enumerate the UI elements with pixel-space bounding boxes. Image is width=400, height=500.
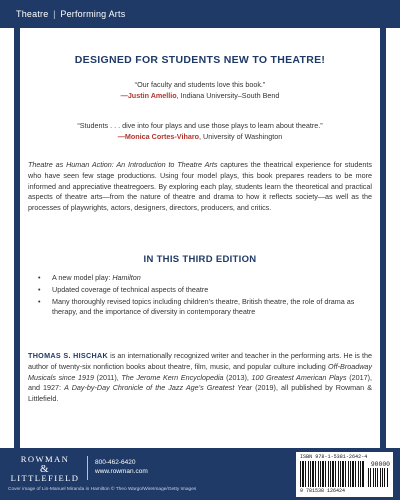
publisher-website: www.rowman.com [95, 468, 148, 475]
quote-attribution [40, 132, 360, 143]
description-text: captures the theatrical experience for students who have seen few stage productions. Using four model plays, this book prepares readers to be more informed and appreciative theatregoers. By exploring each play, students learn the theoretical and practical aspects of theatre arts—from the nature of theatre and drama to how it reflects society—as well as the processes of playwrights, actors, designers, directors, producers, and critics. [28, 160, 372, 213]
bio-text: is an internationally recognized writer and teacher in the performing arts. He is the author of twenty-six nonfiction books about theatre, film, music, and popular culture including [28, 351, 372, 371]
logo-line-2: LITTLEFIELD [10, 473, 80, 483]
book-title: A Day-by-Day Chronicle of the Jazz Age’s Greatest Year [64, 383, 253, 393]
category-separator: | [53, 9, 56, 19]
book-title: Theatre as Human Action: An Introduction to Theatre Arts [28, 160, 218, 169]
edition-heading: IN THIS THIRD EDITION [143, 254, 257, 265]
publisher-logo [8, 455, 82, 484]
bullet-icon: • [38, 284, 41, 294]
isbn-label: ISBN 978-1-5381-2642-4 [300, 454, 368, 460]
barcode [296, 452, 393, 497]
quote-text: “Our faculty and students love this book.” [134, 80, 266, 89]
book-description [28, 160, 372, 214]
quote-author: —Monica Cortes-Viharo [117, 131, 200, 141]
logo-line-1: ROWMAN [20, 454, 70, 464]
list-item [38, 296, 362, 319]
barcode-number: 9 781538 126424 [300, 488, 346, 494]
bullet-icon: • [38, 273, 41, 282]
bio-text: (2017), and 1927: [28, 372, 372, 393]
book-title: 100 Greatest American Plays [251, 372, 347, 382]
quote-attribution [40, 91, 360, 102]
author-bio [28, 351, 372, 405]
category-performing-arts: Performing Arts [60, 9, 126, 19]
bio-text: (2011), [93, 372, 122, 382]
price-code: 90000 [370, 461, 390, 468]
list-item [38, 284, 362, 296]
quote-affiliation: , Indiana University–South Bend [176, 90, 280, 100]
price-barcode-bars [368, 468, 389, 487]
category-label [16, 9, 125, 19]
quote-affiliation: , University of Washington [199, 131, 283, 141]
list-item [38, 273, 362, 284]
headline: DESIGNED FOR STUDENTS NEW TO THEATRE! [74, 54, 326, 66]
edition-features-list [38, 273, 362, 319]
category-band [0, 0, 400, 28]
bio-text: (2013), [223, 372, 252, 382]
publisher-contact [95, 458, 148, 476]
quote-author: —Justin Amellio [120, 90, 177, 100]
endorsement-quote-2 [40, 121, 360, 142]
book-title: The Jerome Kern Encyclopedia [121, 372, 224, 382]
barcode-bars [300, 461, 364, 487]
publisher-phone: 800-462-6420 [95, 459, 136, 466]
bio-text: (2019), all published by Rowman & Littlefield. [28, 383, 372, 404]
list-item-text: Many thoroughly revised topics including children’s theatre, British theatre, the role of drama as therapy, and the importance of diversity in contemporary theatre [52, 296, 355, 317]
list-item-text: Updated coverage of technical aspects of theatre [52, 284, 209, 294]
category-theatre: Theatre [16, 9, 49, 19]
endorsement-quote-1 [40, 80, 360, 101]
author-name: THOMAS S. HISCHAK [28, 351, 108, 360]
logo-divider [87, 456, 88, 480]
cover-image-credit: Cover image of Lin-Manuel Miranda in Hamilton © Theo Wargo/WireImage/Getty Images [8, 487, 197, 492]
quote-text: “Students . . . dive into four plays and use those plays to learn about theatre.” [77, 121, 323, 130]
logo-ampersand: & [40, 462, 50, 475]
book-title: Off-Broadway Musicals since 1919 [28, 361, 372, 382]
list-item-text: A new model play: [52, 273, 113, 282]
bullet-icon: • [38, 296, 41, 306]
list-item-emphasis: Hamilton [112, 273, 141, 282]
